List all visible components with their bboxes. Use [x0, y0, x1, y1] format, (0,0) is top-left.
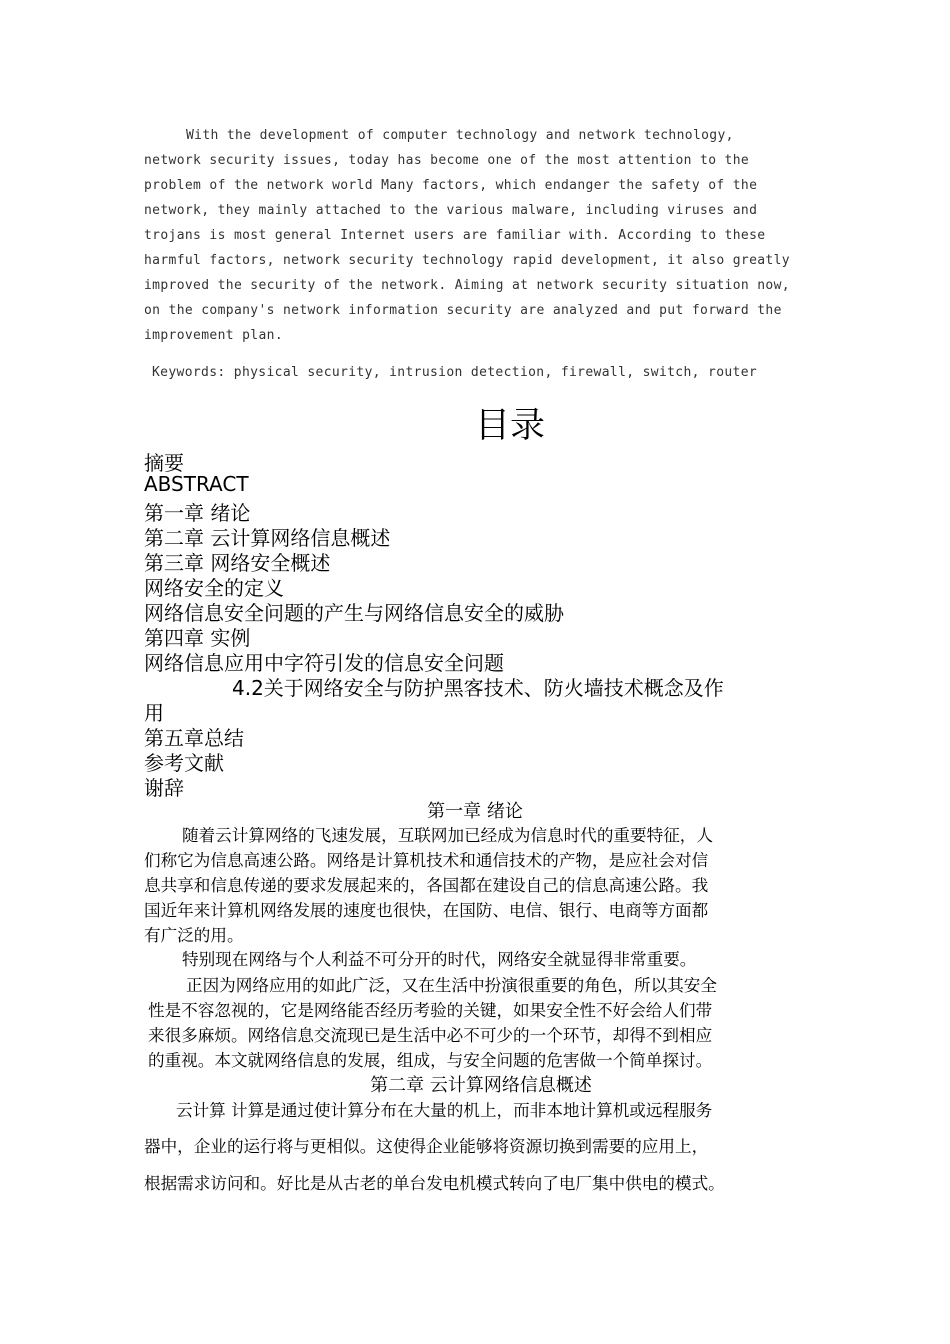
toc-item: 摘要: [144, 451, 184, 475]
toc-item: 参考文献: [144, 751, 224, 775]
abstract-line: harmful factors, network security technology rapid development, it also greatly: [144, 253, 790, 268]
paragraph-line: 性是不容忽视的，它是网络能否经历考验的关键，如果安全性不好会给人们带: [148, 1001, 713, 1020]
paragraph-line: 正因为网络应用的如此广泛，又在生活中扮演很重要的角色，所以其安全: [186, 976, 717, 995]
toc-item: 第二章 云计算网络信息概述: [144, 526, 391, 550]
abstract-line: on the company's network information security are analyzed and put forward the: [144, 303, 782, 318]
paragraph-line: 的重视。本文就网络信息的发展，组成，与安全问题的危害做一个简单探讨。: [148, 1051, 713, 1070]
abstract-line: trojans is most general Internet users are familiar with. According to these: [144, 228, 766, 243]
toc-item: 第五章总结: [144, 726, 244, 750]
paragraph-line: 特别现在网络与个人利益不可分开的时代，网络安全就显得非常重要。: [182, 950, 697, 969]
toc-item: 用: [144, 701, 164, 725]
abstract-line: improved the security of the network. Aiming at network security situation now,: [144, 278, 790, 293]
toc-item: 网络安全的定义: [144, 576, 284, 600]
abstract-line: network, they mainly attached to the various malware, including viruses and: [144, 203, 758, 218]
abstract-line: network security issues, today has become one of the most attention to the: [144, 153, 750, 168]
toc-item: 谢辞: [144, 776, 184, 800]
toc-item: 第一章 绪论: [144, 501, 251, 525]
paragraph-line: 器中，企业的运行将与更相似。这使得企业能够将资源切换到需要的应用上，: [144, 1137, 709, 1156]
paragraph-line: 国近年来计算机网络发展的速度也很快，在国防、电信、银行、电商等方面都: [144, 901, 709, 920]
paragraph-line: 有广泛的用。: [144, 926, 244, 945]
toc-item: 4.2关于网络安全与防护黑客技术、防火墙技术概念及作: [232, 676, 724, 700]
toc-item: 网络信息应用中字符引发的信息安全问题: [144, 651, 504, 675]
paragraph-line: 来很多麻烦。网络信息交流现已是生活中必不可少的一个环节，却得不到相应: [148, 1026, 713, 1045]
paragraph-line: 随着云计算网络的飞速发展，互联网加已经成为信息时代的重要特征，人: [182, 826, 713, 845]
toc-title: 目录: [474, 406, 545, 446]
abstract-line: With the development of computer technology and network technology,: [186, 128, 734, 143]
keywords-line: Keywords: physical security, intrusion detection, firewall, switch, router: [152, 365, 758, 380]
abstract-line: problem of the network world Many factors, which endanger the safety of the: [144, 178, 758, 193]
toc-item: 第四章 实例: [144, 626, 251, 650]
paragraph-line: 根据需求访问和。好比是从古老的单台发电机模式转向了电厂集中供电的模式。: [144, 1174, 725, 1193]
abstract-line: improvement plan.: [144, 328, 284, 343]
toc-item: ABSTRACT: [144, 472, 249, 496]
paragraph-line: 们称它为信息高速公路。网络是计算机技术和通信技术的产物，是应社会对信: [144, 851, 709, 870]
toc-item: 第三章 网络安全概述: [144, 551, 331, 575]
chapter-heading: 第一章 绪论: [427, 801, 523, 822]
toc-item: 网络信息安全问题的产生与网络信息安全的威胁: [144, 601, 564, 625]
paragraph-line: 云计算 计算是通过使计算分布在大量的机上，而非本地计算机或远程服务: [176, 1101, 713, 1120]
chapter-heading: 第二章 云计算网络信息概述: [370, 1075, 592, 1096]
paragraph-line: 息共享和信息传递的要求发展起来的，各国都在建设自己的信息高速公路。我: [144, 876, 709, 895]
